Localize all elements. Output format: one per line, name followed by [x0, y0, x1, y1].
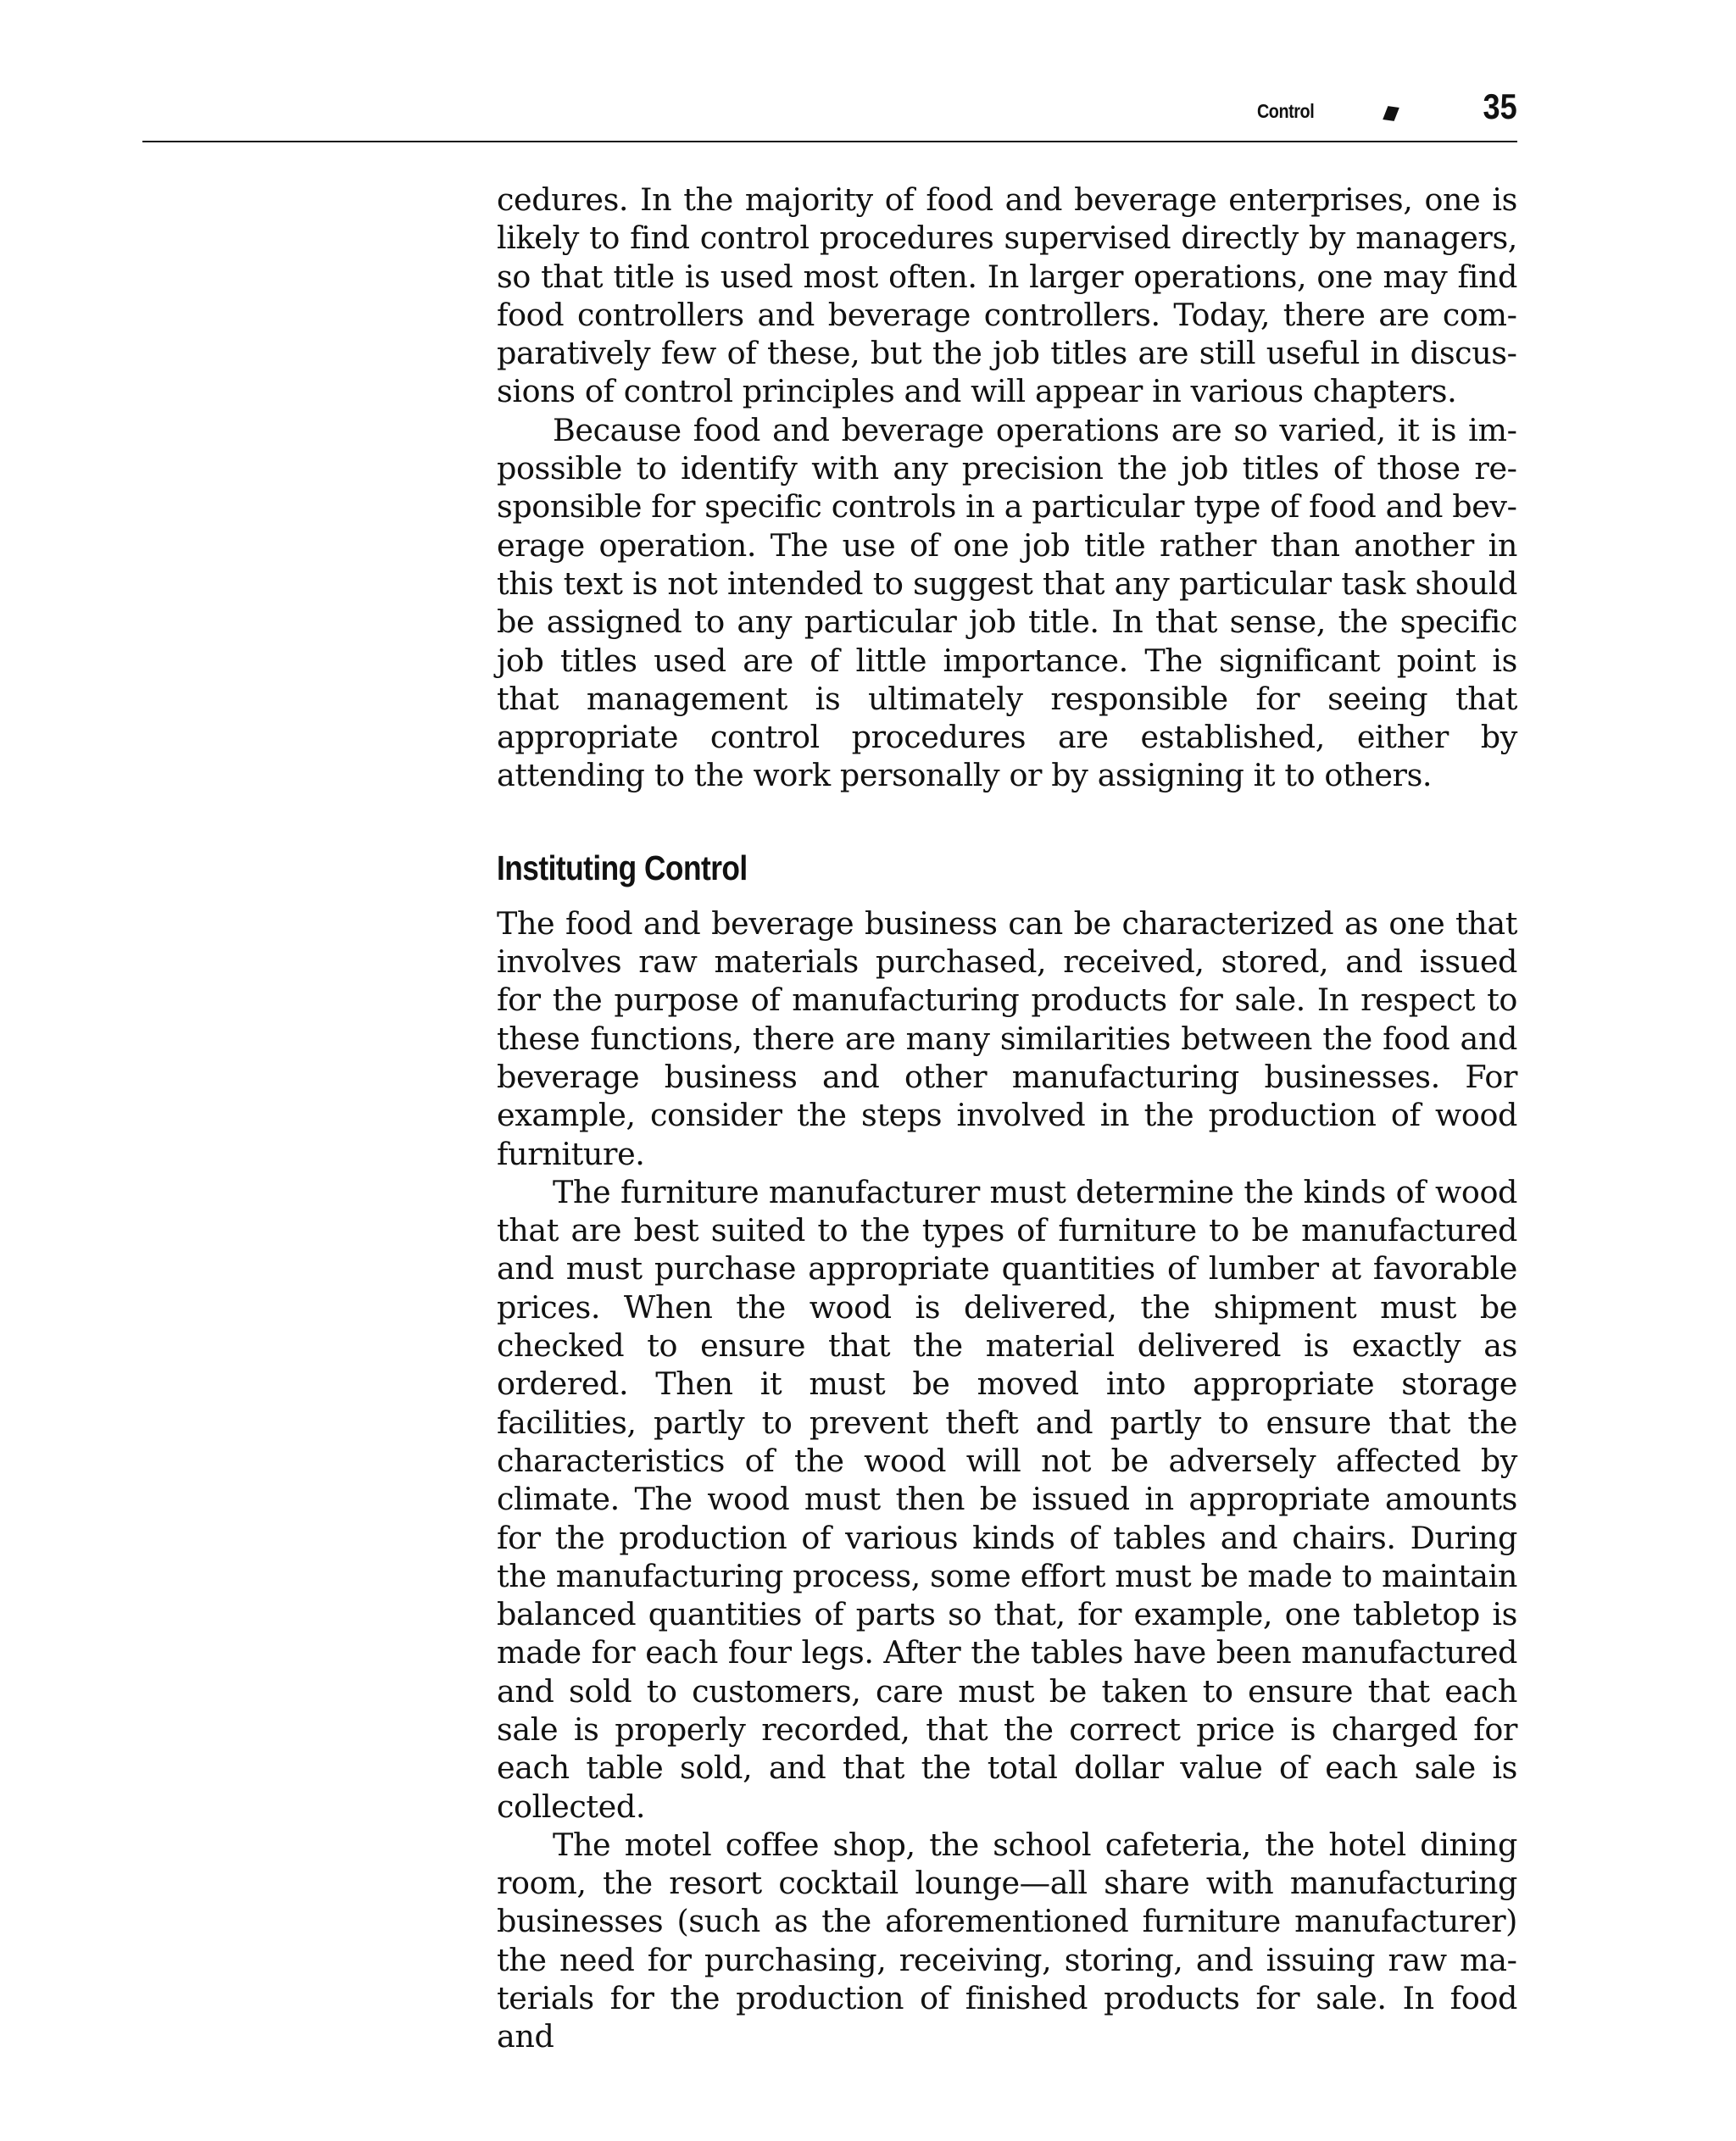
paragraph: The furniture manufacturer must determine the kinds of wood that are best suited to the types of furniture to be manufactured and must purchase appropriate quantities of lumber at favorable prices. When the wood is delivered, the shipment must be checked to ensure that the material delivered is exactly as ordered. Then it must be moved into appropriate storage facilities, partly to prevent theft and partly to ensure that the characteristics of the wood will not be adversely affected by climate. The wood must then be issued in appropriate amounts for the production of various kinds of tables and chairs. During the manufacturing process, some effort must be made to maintain balanced quantities of parts so that, for example, one tabletop is made for each four legs. After the tables have been manufactured and sold to customers, care must be taken to ensure that each sale is properly recorded, that the correct price is charged for each table sold, and that the total dollar value of each sale is collected.: [497, 1173, 1517, 1825]
running-head: [142, 85, 1517, 142]
section-heading: Instituting Control: [497, 848, 748, 887]
paragraph: The motel coffee shop, the school cafeteria, the hotel dining room, the resort cocktail lounge—all share with manufacturing businesses (such as the aforementioned furniture manufacturer) the need for purchasing, receiving, storing, and issuing raw materials for the production of finished products for sale. In food and: [497, 1826, 1517, 2055]
paragraph: The food and beverage business can be characterized as one that involves raw materials purchased, received, stored, and issued for the purpose of manufacturing products for sale. In respect to these functions, there are many similarities between the food and beverage business and other manufacturing businesses. For example, consider the steps involved in the production of wood furniture.: [497, 904, 1517, 1172]
paragraph: cedures. In the majority of food and beverage enterprises, one is likely to find control procedures supervised directly by managers, so that title is used most often. In larger operations, one may find food controllers and beverage controllers. Today, there are comparatively few of these, but the job titles are still useful in discussions of control principles and will appear in various chapters.: [497, 181, 1517, 410]
page-number: 35: [1483, 86, 1517, 126]
paragraph: Because food and beverage operations are so varied, it is impossible to identify with any precision the job titles of those responsible for specific controls in a particular type of food and beverage operation. The use of one job title rather than another in this text is not intended to suggest that any particular task should be assigned to any particular job title. In that sense, the specific job titles used are of little importance. The significant point is that management is ultimately responsible for seeing that appropriate control procedures are established, either by attending to the work personally or by assigning it to others.: [497, 411, 1517, 794]
body-text: [497, 181, 1517, 2056]
running-head-section: Control: [1256, 100, 1314, 122]
square-bullet-icon: [1383, 106, 1399, 121]
